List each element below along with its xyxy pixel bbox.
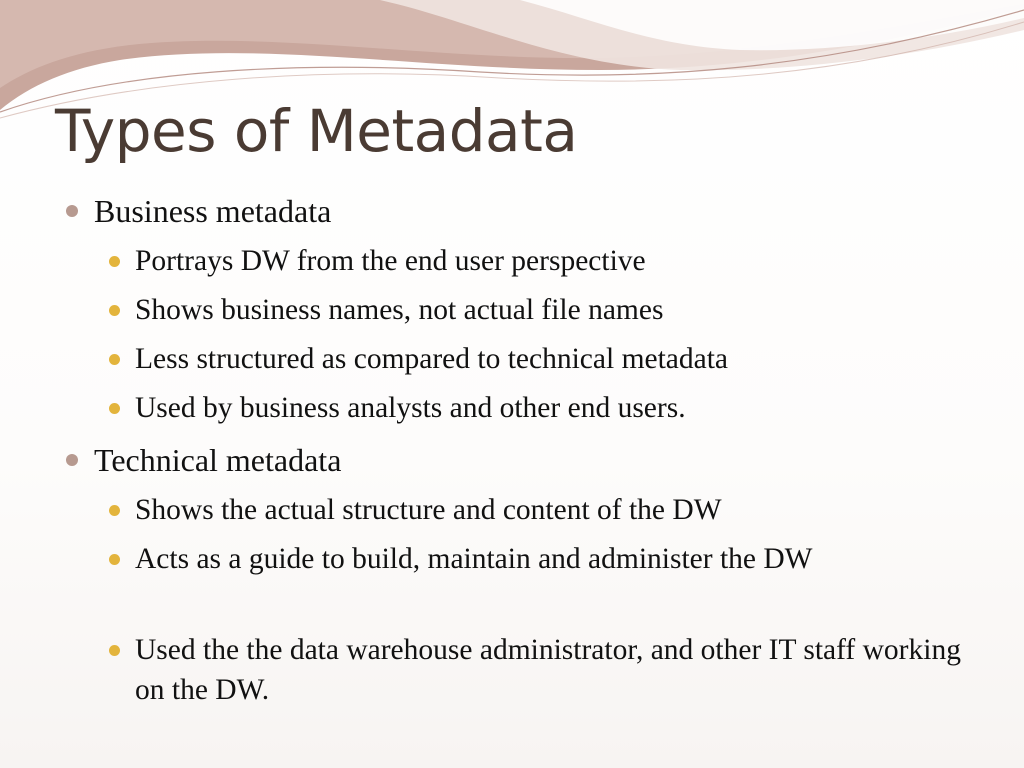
bullet-level1-icon — [66, 205, 78, 217]
bullet-level2-icon — [109, 554, 120, 565]
list-item: Used by business analysts and other end users. — [135, 392, 686, 424]
bullet-level2-icon — [109, 645, 120, 656]
list-item: Shows the actual structure and content of the DW — [135, 494, 722, 526]
bullet-level1-icon — [66, 454, 78, 466]
list-item: Shows business names, not actual file names — [135, 294, 664, 326]
slide-title: Types of Metadata — [55, 97, 578, 165]
bullet-level2-icon — [109, 256, 120, 267]
bullet-level2-icon — [109, 403, 120, 414]
bullet-level2-icon — [109, 505, 120, 516]
section-heading-business: Business metadata — [94, 193, 332, 229]
list-item: Acts as a guide to build, maintain and administer the DW — [135, 543, 813, 575]
bullet-level2-icon — [109, 354, 120, 365]
list-item: Portrays DW from the end user perspective — [135, 245, 646, 277]
list-item: Used the the data warehouse administrator, and other IT staff working on the DW. — [135, 634, 961, 706]
bullet-level2-icon — [109, 305, 120, 316]
section-heading-technical: Technical metadata — [94, 442, 342, 478]
list-item: Less structured as compared to technical metadata — [135, 343, 729, 375]
